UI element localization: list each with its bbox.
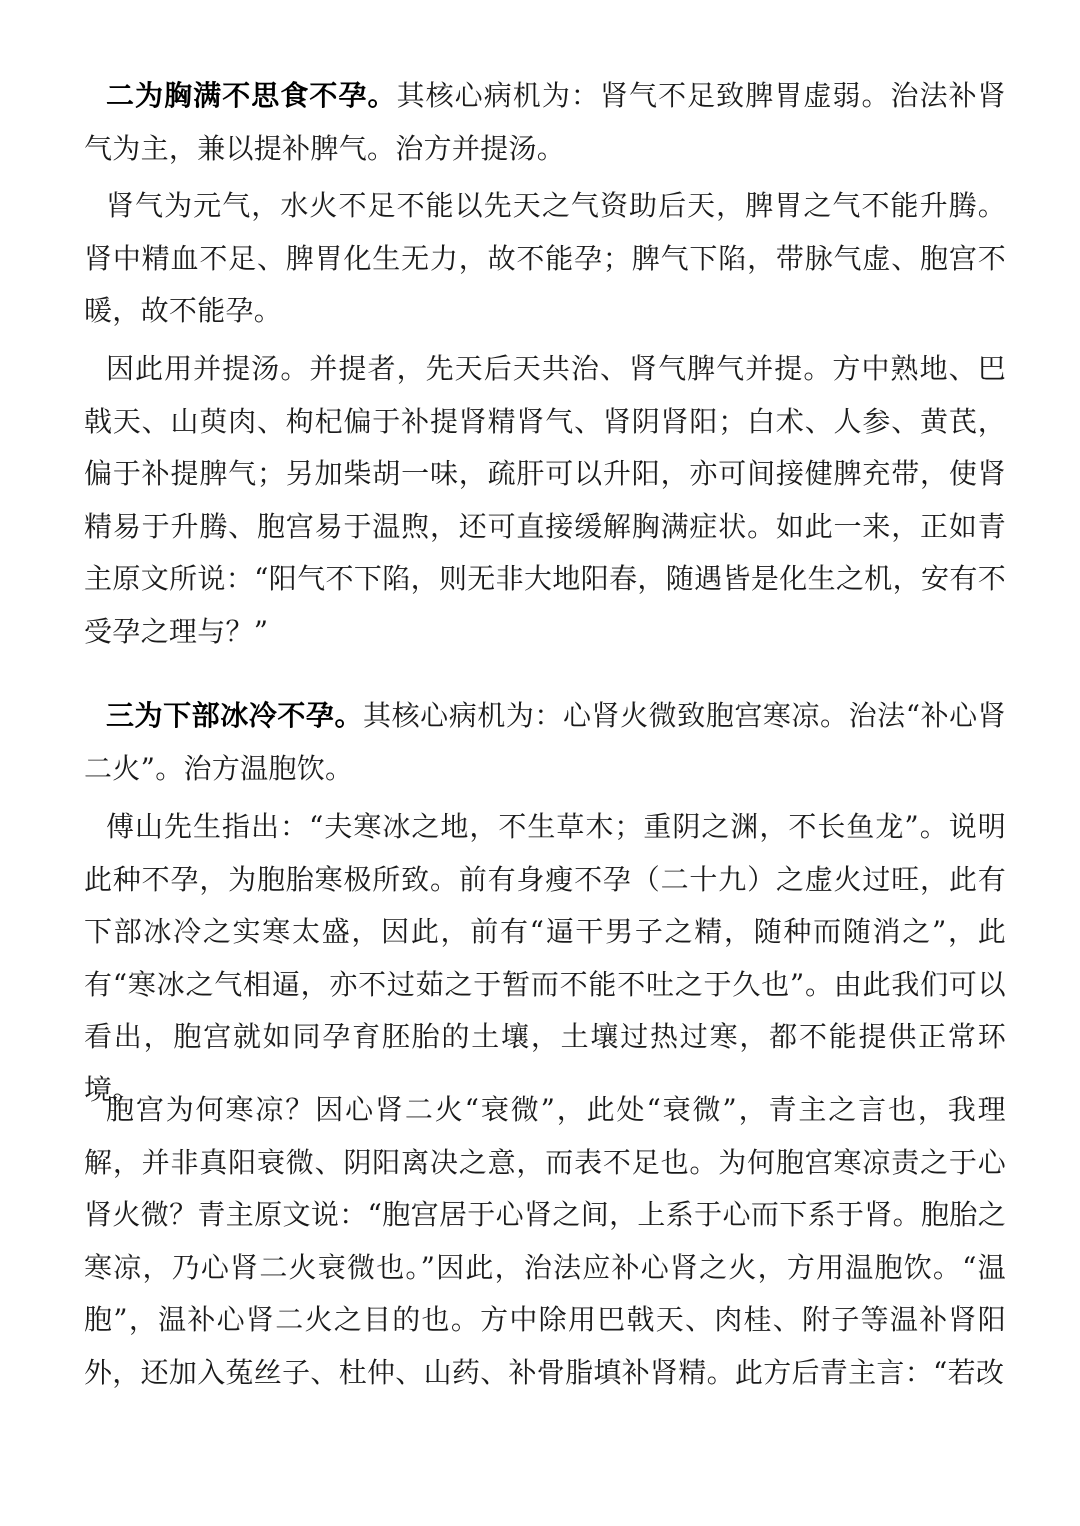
paragraph-body: 其核心病机为：肾气不足致脾胃虚弱。治法补肾气为主，兼以提补脾气。治方并提汤。 [84,79,1006,165]
paragraph-kidney-qi [84,180,1006,338]
paragraph-heading: 二为胸满不思食不孕。 [106,79,397,112]
paragraph-body: 因此用并提汤。并提者，先天后天共治、肾气脾气并提。方中熟地、巴戟天、山萸肉、枸杞偏于补提肾精肾气、肾阴肾阳；白术、人参、黄芪，偏于补提脾气；另加柴胡一味，疏肝可以升阳，亦可间接健脾充带，使肾精易于升腾、胞宫易于温煦，还可直接缓解胸满症状。如此一来，正如青主原文所说：“阳气不下陷，则无非大地阳春，随遇皆是化生之机，安有不受孕之理与？” [84,352,1006,648]
paragraph-body: 傅山先生指出：“夫寒冰之地，不生草木；重阴之渊，不长鱼龙”。说明此种不孕，为胞胎寒极所致。前有身瘦不孕（二十九）之虚火过旺，此有下部冰冷之实寒太盛，因此，前有“逼干男子之精，随种而随消之”，此有“寒冰之气相逼，亦不过茹之于暂而不能不吐之于久也”。由此我们可以看出，胞宫就如同孕育胚胎的土壤，土壤过热过寒，都不能提供正常环境。 [84,810,1006,1106]
paragraph-bingti-decoction [84,343,1006,658]
paragraph-heading: 三为下部冰冷不孕。 [106,699,364,732]
paragraph-chest-fullness [84,70,1006,175]
paragraph-body: 其核心病机为：心肾火微致胞宫寒凉。治法“补心肾二火”。治方温胞饮。 [84,699,1006,785]
paragraph-lower-cold [84,690,1006,795]
paragraph-body: 肾气为元气，水火不足不能以先天之气资助后天，脾胃之气不能升腾。肾中精血不足、脾胃化生无力，故不能孕；脾气下陷，带脉气虚、胞宫不暖，故不能孕。 [84,189,1006,327]
paragraph-uterus-cold [84,1084,1006,1399]
paragraph-fushan-quote [84,801,1006,1116]
paragraph-body: 胞宫为何寒凉？因心肾二火“衰微”，此处“衰微”，青主之言也，我理解，并非真阳衰微、阴阳离决之意，而表不足也。为何胞宫寒凉责之于心肾火微？青主原文说：“胞宫居于心肾之间，上系于心而下系于肾。胞胎之寒凉，乃心肾二火衰微也。”因此，治法应补心肾之火，方用温胞饮。“温胞”，温补心肾二火之目的也。方中除用巴戟天、肉桂、附子等温补肾阳外，还加入菟丝子、杜仲、山药、补骨脂填补肾精。此方后青主言：“若改 [84,1093,1006,1389]
